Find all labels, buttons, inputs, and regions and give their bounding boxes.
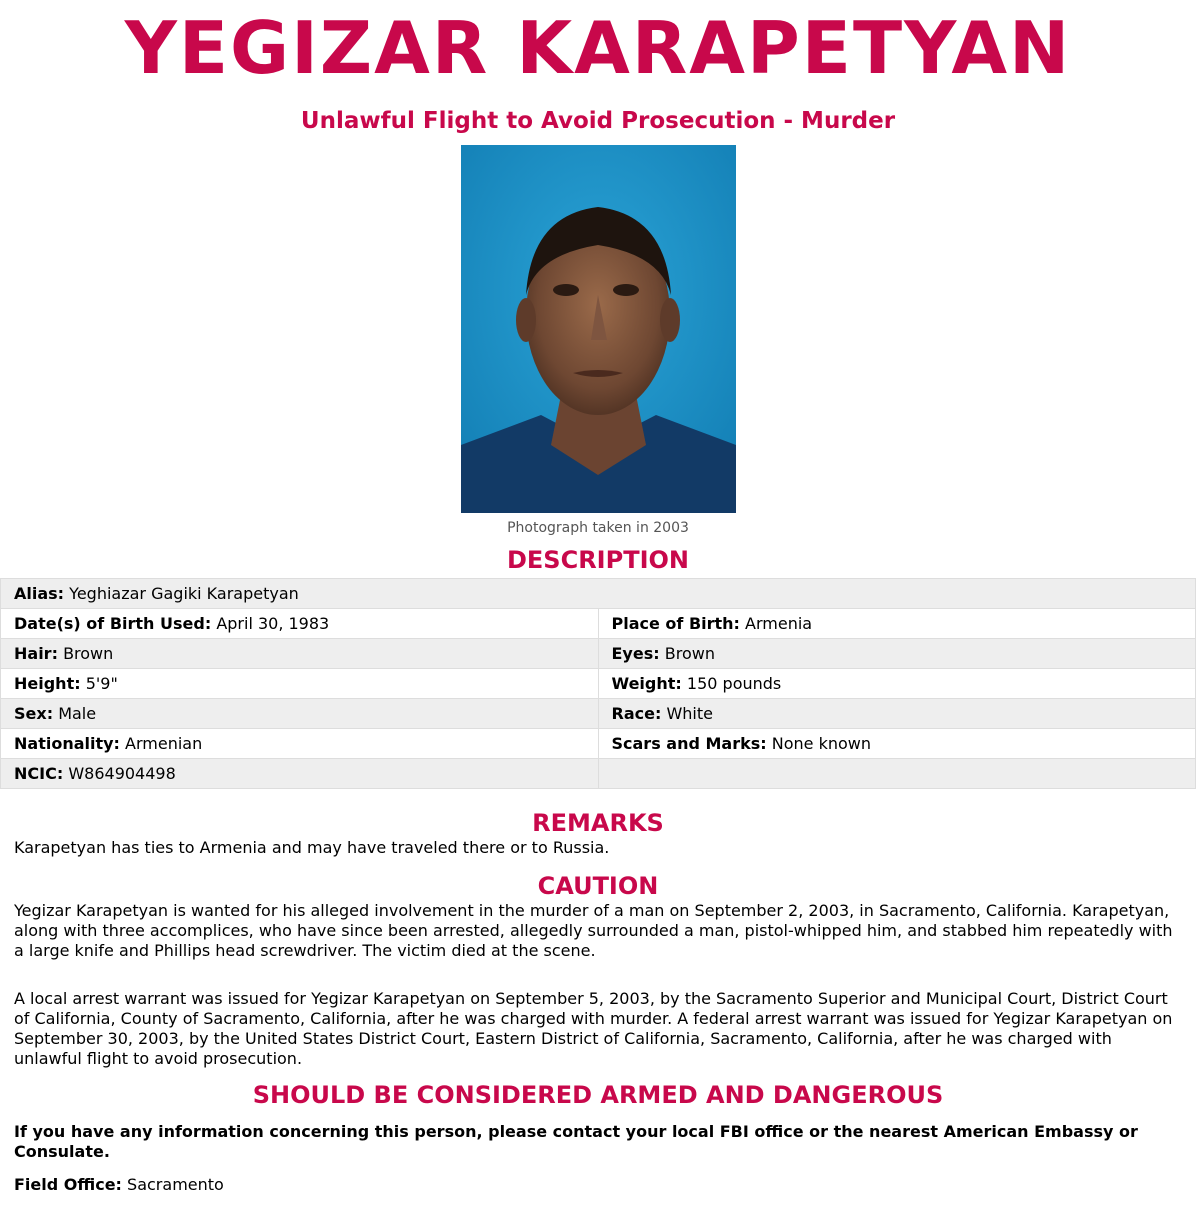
table-row bbox=[1, 669, 1196, 699]
caution-paragraph-1: Yegizar Karapetyan is wanted for his alleged involvement in the murder of a man on September 2, 2003, in Sacramento, California. Karapetyan, along with three accomplices, who have since been arrested, allegedly surrounded a man, pistol-whipped him, and stabbed him repeatedly with a large knife and Phillips head screwdriver. The victim died at the scene. bbox=[14, 900, 1173, 960]
contact-instructions: If you have any information concerning this person, please contact your local FBI office or the nearest American Embassy or Consulate. bbox=[14, 1121, 1138, 1161]
alias-label: Alias: bbox=[14, 584, 65, 604]
place-of-birth-label: Place of Birth: bbox=[611, 614, 740, 634]
race-cell bbox=[598, 699, 1196, 729]
weight-cell bbox=[598, 669, 1196, 699]
ncic-cell bbox=[1, 759, 599, 789]
field-office bbox=[0, 1175, 1196, 1195]
eyes-label: Eyes: bbox=[611, 644, 660, 664]
height-label: Height: bbox=[14, 674, 81, 694]
hair-label: Hair: bbox=[14, 644, 58, 664]
caution-paragraph-2: A local arrest warrant was issued for Yegizar Karapetyan on September 5, 2003, by the Sacramento Superior and Municipal Court, District Court of California, County of Sacramento, California, after he was charged with murder. A federal arrest warrant was issued for Yegizar Karapetyan on September 30, 2003, by the United States District Court, Eastern District of California, Sacramento, California, after he was charged with unlawful flight to avoid prosecution. bbox=[14, 988, 1173, 1068]
table-row bbox=[1, 609, 1196, 639]
weight-value: 150 pounds bbox=[686, 674, 782, 694]
portrait-image bbox=[461, 145, 736, 513]
scars-cell bbox=[598, 729, 1196, 759]
armed-dangerous-heading: SHOULD BE CONSIDERED ARMED AND DANGEROUS bbox=[252, 1080, 944, 1109]
charge-title: Unlawful Flight to Avoid Prosecution - Murder bbox=[300, 108, 896, 134]
place-of-birth-cell bbox=[598, 609, 1196, 639]
sex-value: Male bbox=[58, 704, 97, 724]
remarks-text: Karapetyan has ties to Armenia and may have traveled there or to Russia. bbox=[14, 838, 610, 858]
alias-cell bbox=[1, 579, 1196, 609]
fugitive-photo bbox=[461, 145, 736, 513]
hair-value: Brown bbox=[63, 644, 114, 664]
nationality-label: Nationality: bbox=[14, 734, 120, 754]
race-value: White bbox=[666, 704, 713, 724]
description-heading: DESCRIPTION bbox=[506, 545, 689, 574]
ncic-label: NCIC: bbox=[14, 764, 64, 784]
scars-value: None known bbox=[771, 734, 872, 754]
table-row bbox=[1, 579, 1196, 609]
empty-cell bbox=[598, 759, 1196, 789]
field-office-label: Field Office: bbox=[14, 1174, 122, 1194]
field-office-value: Sacramento bbox=[127, 1174, 224, 1194]
weight-label: Weight: bbox=[611, 674, 682, 694]
height-value: 5'9" bbox=[85, 674, 118, 694]
sex-label: Sex: bbox=[14, 704, 54, 724]
caution-heading: CAUTION bbox=[537, 872, 659, 901]
height-cell bbox=[1, 669, 599, 699]
table-row bbox=[1, 729, 1196, 759]
table-row bbox=[1, 639, 1196, 669]
eyes-cell bbox=[598, 639, 1196, 669]
dob-cell bbox=[1, 609, 599, 639]
race-label: Race: bbox=[611, 704, 662, 724]
ncic-value: W864904498 bbox=[68, 764, 176, 784]
description-table bbox=[0, 578, 1196, 789]
dob-label: Date(s) of Birth Used: bbox=[14, 614, 212, 634]
place-of-birth-value: Armenia bbox=[745, 614, 813, 634]
remarks-heading: REMARKS bbox=[532, 809, 664, 838]
photo-container bbox=[0, 145, 1196, 517]
sex-cell bbox=[1, 699, 599, 729]
photo-caption: Photograph taken in 2003 bbox=[507, 519, 689, 536]
table-row bbox=[1, 759, 1196, 789]
fugitive-name: YEGIZAR KARAPETYAN bbox=[124, 6, 1072, 90]
alias-value: Yeghiazar Gagiki Karapetyan bbox=[69, 584, 299, 604]
hair-cell bbox=[1, 639, 599, 669]
scars-label: Scars and Marks: bbox=[611, 734, 767, 754]
nationality-cell bbox=[1, 729, 599, 759]
dob-value: April 30, 1983 bbox=[216, 614, 330, 634]
eyes-value: Brown bbox=[664, 644, 715, 664]
table-row bbox=[1, 699, 1196, 729]
nationality-value: Armenian bbox=[125, 734, 203, 754]
